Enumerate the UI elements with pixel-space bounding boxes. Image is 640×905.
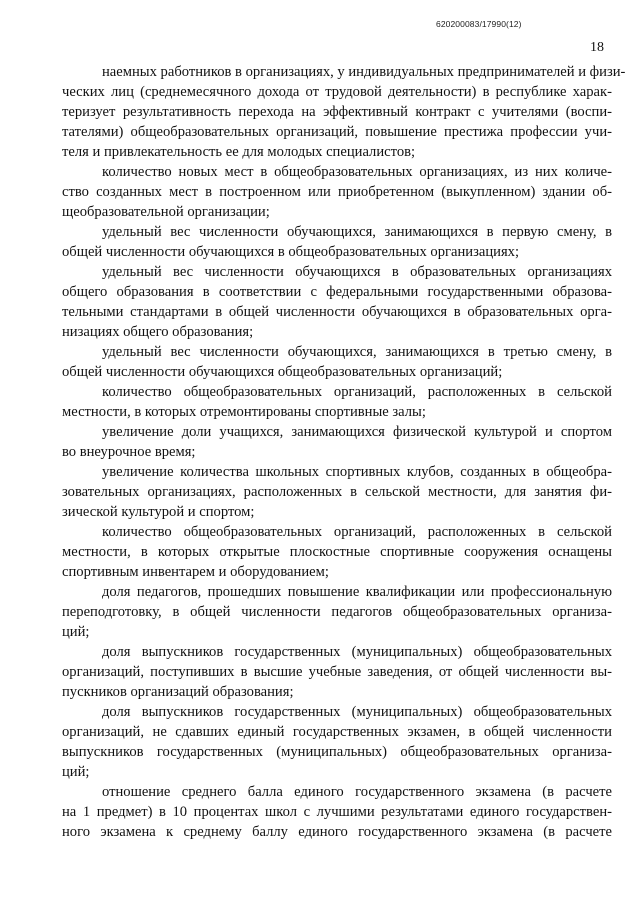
text-line: тателями) общеобразовательных организаций, повышение престижа профессии учи-: [62, 124, 612, 140]
paragraph: [62, 522, 612, 582]
text-line: ство созданных мест в построенном или приобретенном (выкупленном) здании об-: [62, 184, 612, 200]
text-line: местности, в которых открытые плоскостные спортивные сооружения оснащены: [62, 544, 612, 560]
text-line: выпускников государственных (муниципальных) общеобразовательных организа-: [62, 744, 612, 760]
text-line: щеобразовательной организации;: [62, 204, 270, 220]
paragraph: [62, 702, 612, 782]
text-line: общего образования в соответствии с федеральными государственными образова-: [62, 284, 612, 300]
document-code: 620200083/17990(12): [436, 19, 522, 29]
text-line: удельный вес численности обучающихся в образовательных организациях: [102, 264, 612, 280]
text-line: ций;: [62, 624, 90, 640]
text-line: доля педагогов, прошедших повышение квалификации или профессиональную: [102, 584, 612, 600]
text-line: ческих лиц (среднемесячного дохода от трудовой деятельности) в республике харак-: [62, 84, 612, 100]
text-line: организаций, не сдавших единый государственных экзамен, в общей численности: [62, 724, 612, 740]
text-line: пускников организаций образования;: [62, 684, 294, 700]
text-line: увеличение количества школьных спортивных клубов, созданных в общеобра-: [102, 464, 612, 480]
text-line: зовательных организациях, расположенных в сельской местности, для занятия фи-: [62, 484, 612, 500]
text-line: наемных работников в организациях, у индивидуальных предпринимателей и физи-: [102, 64, 626, 80]
paragraph: [62, 782, 612, 842]
text-line: низациях общего образования;: [62, 324, 254, 340]
text-line: увеличение доли учащихся, занимающихся физической культурой и спортом: [102, 424, 612, 440]
text-line: отношение среднего балла единого государственного экзамена (в расчете: [102, 784, 612, 800]
text-line: ного экзамена к среднему баллу единого государственного экзамена (в расчете: [62, 824, 612, 840]
text-line: переподготовку, в общей численности педагогов общеобразовательных организа-: [62, 604, 612, 620]
text-line: количество общеобразовательных организаций, расположенных в сельской: [102, 384, 612, 400]
paragraph: [62, 422, 612, 462]
text-line: доля выпускников государственных (муниципальных) общеобразовательных: [102, 644, 612, 660]
text-line: на 1 предмет) в 10 процентах школ с лучшими результатами единого государствен-: [62, 804, 612, 820]
text-line: теля и привлекательность ее для молодых специалистов;: [62, 144, 416, 160]
text-line: ций;: [62, 764, 90, 780]
paragraph: [62, 382, 612, 422]
paragraph: [62, 342, 612, 382]
paragraph: [62, 462, 612, 522]
text-line: зической культурой и спортом;: [62, 504, 255, 520]
text-line: общей численности обучающихся в общеобразовательных организациях;: [62, 244, 520, 260]
text-line: организаций, поступивших в высшие учебные заведения, от общей численности вы-: [62, 664, 612, 680]
text-line: удельный вес численности обучающихся, занимающихся в третью смену, в: [102, 344, 612, 360]
text-line: доля выпускников государственных (муниципальных) общеобразовательных: [102, 704, 612, 720]
paragraph: [62, 162, 612, 222]
text-line: спортивным инвентарем и оборудованием;: [62, 564, 329, 580]
text-line: удельный вес численности обучающихся, занимающихся в первую смену, в: [102, 224, 612, 240]
document-body: [62, 62, 626, 842]
text-line: теризует результативность перехода на эффективный контракт с учителями (воспи-: [62, 104, 612, 120]
text-line: местности, в которых отремонтированы спортивные залы;: [62, 404, 426, 420]
text-line: количество общеобразовательных организаций, расположенных в сельской: [102, 524, 612, 540]
paragraph: [62, 62, 626, 162]
paragraph: [62, 642, 612, 702]
text-line: общей численности обучающихся общеобразовательных организаций;: [62, 364, 503, 380]
paragraph: [62, 582, 612, 642]
paragraph: [62, 222, 612, 262]
page-number: 18: [590, 40, 604, 55]
text-line: тельными стандартами в общей численности обучающихся в образовательных орга-: [62, 304, 612, 320]
paragraph: [62, 262, 612, 342]
text-line: во внеурочное время;: [62, 444, 196, 460]
text-line: количество новых мест в общеобразовательных организациях, из них количе-: [102, 164, 612, 180]
